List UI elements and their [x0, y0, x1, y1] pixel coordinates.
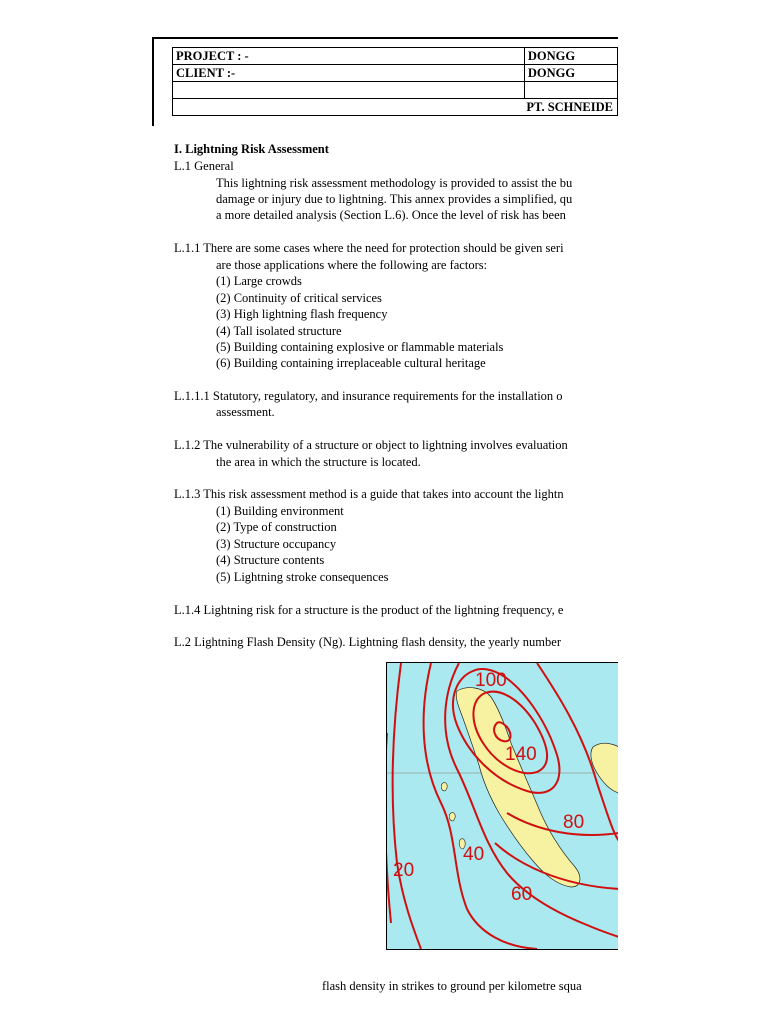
project-label: PROJECT : - [173, 48, 525, 65]
header-frame-top-border [152, 37, 618, 39]
l13-item: (3) Structure occupancy [216, 537, 337, 551]
l111-line: L.1.1.1 Statutory, regulatory, and insurance requirements for the installation o [174, 389, 563, 403]
island-small [449, 813, 455, 821]
blank-cell [524, 82, 617, 99]
contour-label: 100 [475, 670, 507, 691]
client-label: CLIENT :- [173, 65, 525, 82]
blank-cell [173, 82, 525, 99]
project-value: DONGG [524, 48, 617, 65]
l111-line: assessment. [216, 405, 275, 419]
header-row-client [173, 65, 618, 82]
factor-item: (3) High lightning flash frequency [216, 307, 388, 321]
company-name: PT. SCHNEIDE [523, 99, 616, 116]
contour-line [393, 663, 421, 949]
contour-line [387, 733, 391, 923]
factor-item: (6) Building containing irreplaceable cultural heritage [216, 356, 486, 370]
l1-line: a more detailed analysis (Section L.6). Once the level of risk has been [216, 208, 566, 222]
l11-line: L.1.1 There are some cases where the need for protection should be given seri [174, 241, 564, 255]
header-frame-left-border [152, 37, 154, 126]
header-row-project [173, 48, 618, 65]
contour-label: 40 [463, 844, 485, 865]
l12-line: the area in which the structure is located. [216, 455, 421, 469]
l14-line: L.1.4 Lightning risk for a structure is the product of the lightning frequency, e [174, 603, 564, 617]
l2-line: L.2 Lightning Flash Density (Ng). Lightning flash density, the yearly number [174, 635, 561, 649]
client-value: DONGG [524, 65, 617, 82]
blank-cell [173, 99, 525, 116]
l13-item: (5) Lightning stroke consequences [216, 570, 389, 584]
l1-heading: L.1 General [174, 159, 234, 173]
header-row-company [173, 99, 618, 116]
l13-line: L.1.3 This risk assessment method is a guide that takes into account the lightn [174, 487, 564, 501]
map-drawing [387, 663, 618, 949]
l12-line: L.1.2 The vulnerability of a structure or object to lightning involves evaluation [174, 438, 568, 452]
l13-item: (1) Building environment [216, 504, 344, 518]
factor-item: (2) Continuity of critical services [216, 291, 382, 305]
l13-item: (2) Type of construction [216, 520, 337, 534]
l1-line: damage or injury due to lightning. This annex provides a simplified, qu [216, 192, 573, 206]
section-title: I. Lightning Risk Assessment [174, 142, 329, 156]
contour-label: 20 [393, 860, 415, 881]
contour-label: 140 [505, 744, 537, 765]
l13-item: (4) Structure contents [216, 553, 325, 567]
island-small [441, 783, 447, 791]
contour-label: 60 [511, 884, 533, 905]
header-row-blank [173, 82, 618, 99]
island-landmass [591, 743, 618, 793]
l1-line: This lightning risk assessment methodology is provided to assist the bu [216, 176, 573, 190]
map-caption: flash density in strikes to ground per kilometre squa [322, 979, 582, 993]
factor-item: (4) Tall isolated structure [216, 324, 342, 338]
project-header-table [172, 47, 618, 116]
factor-item: (1) Large crowds [216, 274, 302, 288]
contour-label: 80 [563, 812, 585, 833]
l11-line: are those applications where the following are factors: [216, 258, 488, 272]
lightning-flash-density-map [386, 662, 618, 950]
factor-item: (5) Building containing explosive or flammable materials [216, 340, 504, 354]
